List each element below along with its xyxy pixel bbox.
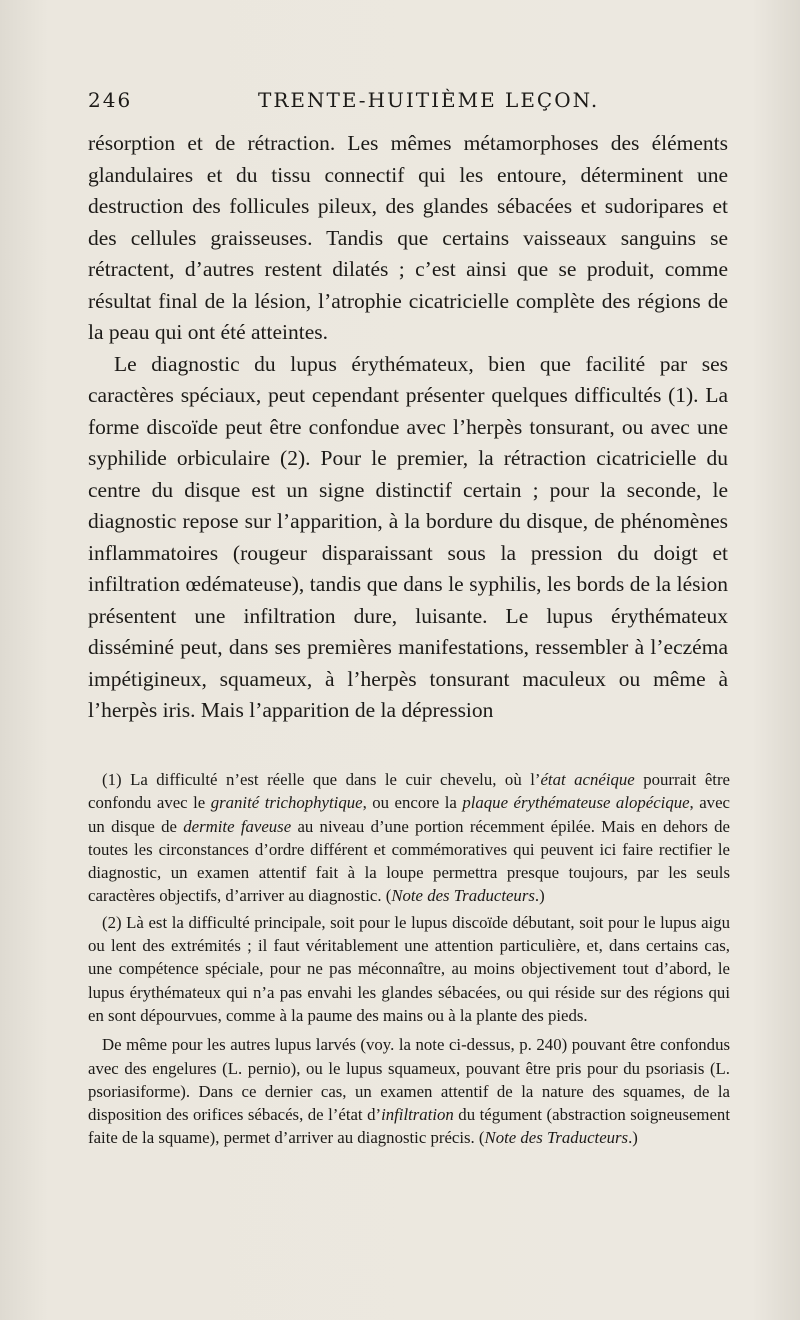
page-number: 246 [88, 88, 133, 112]
footnotes [88, 768, 730, 1153]
footnote-1: (1) La difficulté n’est réelle que dans le cuir chevelu, où l’état acnéique pourrait être confondu avec le granité trichophytique, ou encore la plaque érythémateuse alopécique, avec un disque de dermite faveuse au niveau d’une portion récemment épilée. Mais en dehors de toutes les circonstances d’ordre différent et commémoratives qui peuvent ici faire rectifier le diagnostic, un examen attentif fait à la loupe permettra presque toujours, par les seuls caractères objectifs, d’arriver au diagnostic. (Note des Traducteurs.) [88, 770, 730, 906]
main-text [88, 128, 728, 727]
footnote-2: (2) Là est la difficulté principale, soit pour le lupus discoïde débutant, soit pour le lupus aigu ou lent des extrémités ; il faut véritablement une attention particulière, et, dans certains cas, une compétence spéciale, pour ne pas méconnaître, au moins objectivement tout d’abord, le lupus érythémateux qui n’a pas envahi les glandes sébacées, ou qui réside sur des régions qui en sont dépourvues, comme à la paume des mains ou à la plante des pieds. [88, 912, 730, 1025]
page-header [88, 88, 648, 118]
paragraph-1: résorption et de rétraction. Les mêmes métamorphoses des éléments glandulaires et du tissu connectif qui les entoure, déterminent une destruction des follicules pileux, des glandes sébacées et sudoripares et des cellules graisseuses. Tandis que certains vaisseaux sanguins se rétractent, d’autres restent dilatés ; c’est ainsi que se produit, comme résultat final de la lésion, l’atrophie cicatricielle complète des régions de la peau qui ont été atteintes. [88, 131, 728, 344]
running-title: TRENTE-HUITIÈME LEÇON. [258, 88, 600, 112]
footnote-2-continuation: De même pour les autres lupus larvés (voy. la note ci-dessus, p. 240) pouvant être confondus avec des engelures (L. pernio), ou le lupus squameux, pouvant être pris pour du psoriasis (L. psoriasiforme). Dans ce dernier cas, un examen attentif de la nature des squames, de la disposition des orifices sébacés, de l’état d’infiltration du tégument (abstraction soigneusement faite de la squame), permet d’arriver au diagnostic précis. (Note des Traducteurs.) [88, 1035, 730, 1148]
paragraph-2: Le diagnostic du lupus érythémateux, bien que facilité par ses caractères spéciaux, peut cependant présenter quelques difficultés (1). La forme discoïde peut être confondue avec l’herpès tonsurant, ou avec une syphilide orbiculaire (2). Pour le premier, la rétraction cicatricielle du centre du disque est un signe distinctif certain ; pour la seconde, le diagnostic repose sur l’apparition, à la bordure du disque, de phénomènes inflammatoires (rougeur disparaissant sous la pression du doigt et infiltration œdémateuse), tandis que dans le syphilis, les bords de la lésion présentent une infiltration dure, luisante. Le lupus érythémateux disséminé peut, dans ses premières manifestations, ressembler à l’eczéma impétigineux, squameux, à l’herpès tonsurant maculeux ou même à l’herpès iris. Mais l’apparition de la dépression [88, 351, 728, 722]
